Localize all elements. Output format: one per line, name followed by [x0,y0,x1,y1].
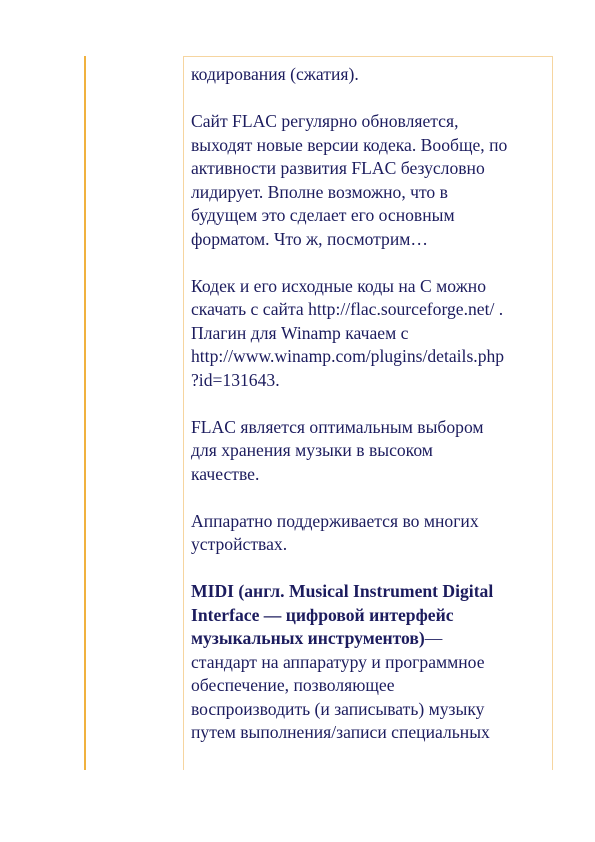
text-line: устройствах. [191,534,288,554]
paragraph-flac-updates [191,110,552,251]
text-line: Аппаратно поддерживается во многих [191,510,479,531]
text-line: FLAC является оптимальным выбором [191,416,484,437]
text-line: Плагин для Winamp качаем с [191,322,409,343]
paragraph-hardware-support [191,510,552,557]
text-line: стандарт на аппаратуру и программное [191,651,485,672]
text-line: http://www.winamp.com/plugins/details.php [191,346,505,366]
text-line: лидирует. Вполне возможно, что в [191,181,448,202]
paragraph-midi-definition [191,580,552,745]
text-line: Сайт FLAC регулярно обновляется, [191,111,459,131]
text-line: будущем это сделает его основным [191,205,455,225]
text-line: активности развития FLAC безусловно [191,158,485,178]
text-line: путем выполнения/записи специальных [191,722,490,742]
text-line: форматом. Что ж, посмотрим… [191,228,428,249]
paragraph-compression [191,63,552,87]
left-margin-rule [84,56,86,770]
text-line: Кодек и его исходные коды на C можно [191,275,486,296]
paragraph-download-links [191,275,552,393]
text-line: качестве. [191,463,260,484]
text-line: выходят новые версии кодека. Вообще, по [191,134,508,155]
text-line: ?id=131643. [191,369,280,390]
paragraph-optimal-choice [191,416,552,487]
midi-term-line-last [191,627,552,651]
text-line: воспроизводить (и записывать) музыку [191,698,485,719]
text-line: обеспечение, позволяющее [191,675,395,695]
text-line: скачать с сайта http://flac.sourceforge.net/ . [191,299,504,319]
midi-term-fragment: музыкальных инструментов) [191,628,425,648]
text-line: кодирования (сжатия). [191,64,359,84]
text-column [183,56,553,770]
text-line: для хранения музыки в высоком [191,440,433,460]
midi-term-line: MIDI (англ. Musical Instrument Digital [191,581,494,601]
em-dash: — [424,628,443,648]
midi-term-line: Interface — цифровой интерфейс [191,604,454,625]
